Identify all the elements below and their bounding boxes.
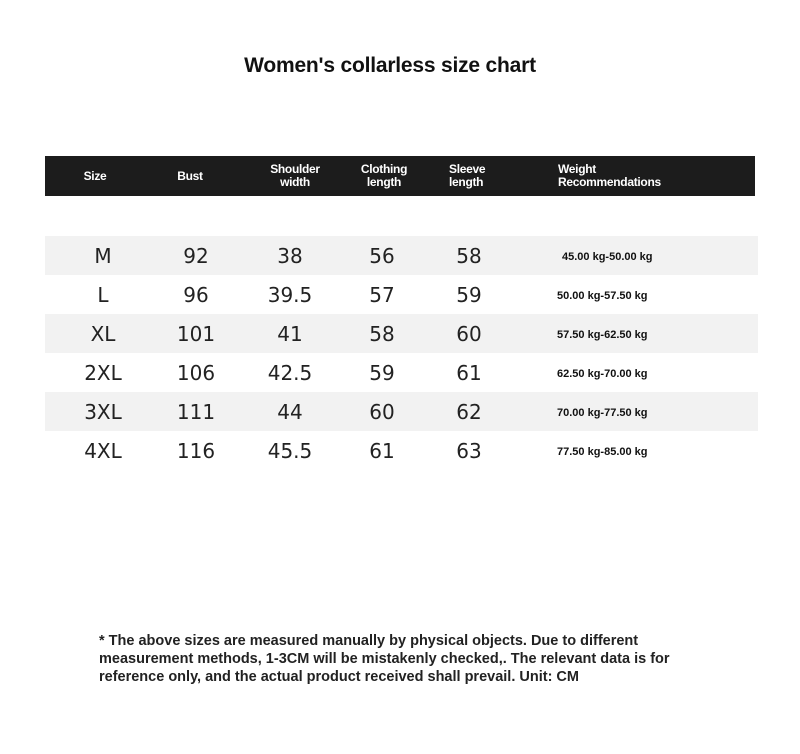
cell-size: 3XL <box>84 400 122 424</box>
header-bust <box>145 156 235 196</box>
table-body <box>45 236 758 470</box>
cell-clothing-length: 58 <box>369 322 395 346</box>
header-size-label: Size <box>83 168 107 183</box>
header-weight-line1: Weight <box>558 162 596 176</box>
cell-sleeve-length: 62 <box>456 400 482 424</box>
header-weight-recommendations <box>558 156 748 196</box>
cell-weight: 57.50 kg-62.50 kg <box>557 329 648 341</box>
cell-bust: 116 <box>176 439 216 463</box>
measurement-note: * The above sizes are measured manually by physical objects. Due to different measurement methods, 1-3CM will be mistakenly checked,. The relevant data is for reference only, and the actual product received shall prevail. Unit: CM <box>99 633 670 685</box>
table-row <box>45 236 758 275</box>
cell-shoulder: 44 <box>277 400 303 424</box>
cell-shoulder: 41 <box>277 322 303 346</box>
cell-weight: 50.00 kg-57.50 kg <box>557 290 648 302</box>
cell-bust: 92 <box>183 244 209 268</box>
cell-clothing-length: 57 <box>369 283 395 307</box>
cell-sleeve-length: 60 <box>456 322 482 346</box>
cell-weight: 45.00 kg-50.00 kg <box>562 251 653 263</box>
header-sleeve-length <box>449 156 539 196</box>
cell-sleeve-length: 58 <box>456 244 482 268</box>
table-header <box>45 156 755 196</box>
cell-size: 4XL <box>84 439 122 463</box>
table-row <box>45 275 758 314</box>
header-shoulder-line1: Shoulder <box>270 162 320 176</box>
table-row <box>45 314 758 353</box>
cell-bust: 106 <box>176 361 216 385</box>
cell-clothing-length: 61 <box>369 439 395 463</box>
cell-clothing-length: 60 <box>369 400 395 424</box>
size-chart-table <box>45 156 755 463</box>
cell-clothing-length: 59 <box>369 361 395 385</box>
table-row <box>45 392 758 431</box>
cell-shoulder: 45.5 <box>267 439 313 463</box>
cell-shoulder: 39.5 <box>267 283 313 307</box>
cell-clothing-length: 56 <box>369 244 395 268</box>
cell-size: 2XL <box>84 361 122 385</box>
cell-sleeve-length: 63 <box>456 439 482 463</box>
cell-bust: 111 <box>176 400 216 424</box>
header-sleeve-line1: Sleeve <box>449 162 486 176</box>
cell-sleeve-length: 59 <box>456 283 482 307</box>
cell-shoulder: 38 <box>277 244 303 268</box>
header-bust-label: Bust <box>177 168 203 183</box>
cell-size: M <box>94 244 112 268</box>
cell-weight: 70.00 kg-77.50 kg <box>557 407 648 419</box>
cell-size: XL <box>90 322 116 346</box>
page-title: Women's collarless size chart <box>244 54 536 77</box>
table-row <box>45 431 758 470</box>
cell-weight: 77.50 kg-85.00 kg <box>557 446 648 458</box>
header-clothing-line2: length <box>366 175 402 189</box>
header-clothing-length <box>339 156 429 196</box>
header-clothing-line1: Clothing <box>360 162 408 176</box>
cell-bust: 101 <box>176 322 216 346</box>
cell-weight: 62.50 kg-70.00 kg <box>557 368 648 380</box>
cell-sleeve-length: 61 <box>456 361 482 385</box>
header-sleeve-line2: length <box>449 175 484 189</box>
table-row <box>45 353 758 392</box>
header-shoulder-width <box>250 156 340 196</box>
cell-size: L <box>97 283 109 307</box>
header-shoulder-line2: width <box>280 175 310 189</box>
cell-shoulder: 42.5 <box>267 361 313 385</box>
header-size <box>45 156 145 196</box>
cell-bust: 96 <box>183 283 209 307</box>
header-weight-line2: Recommendations <box>558 175 661 189</box>
